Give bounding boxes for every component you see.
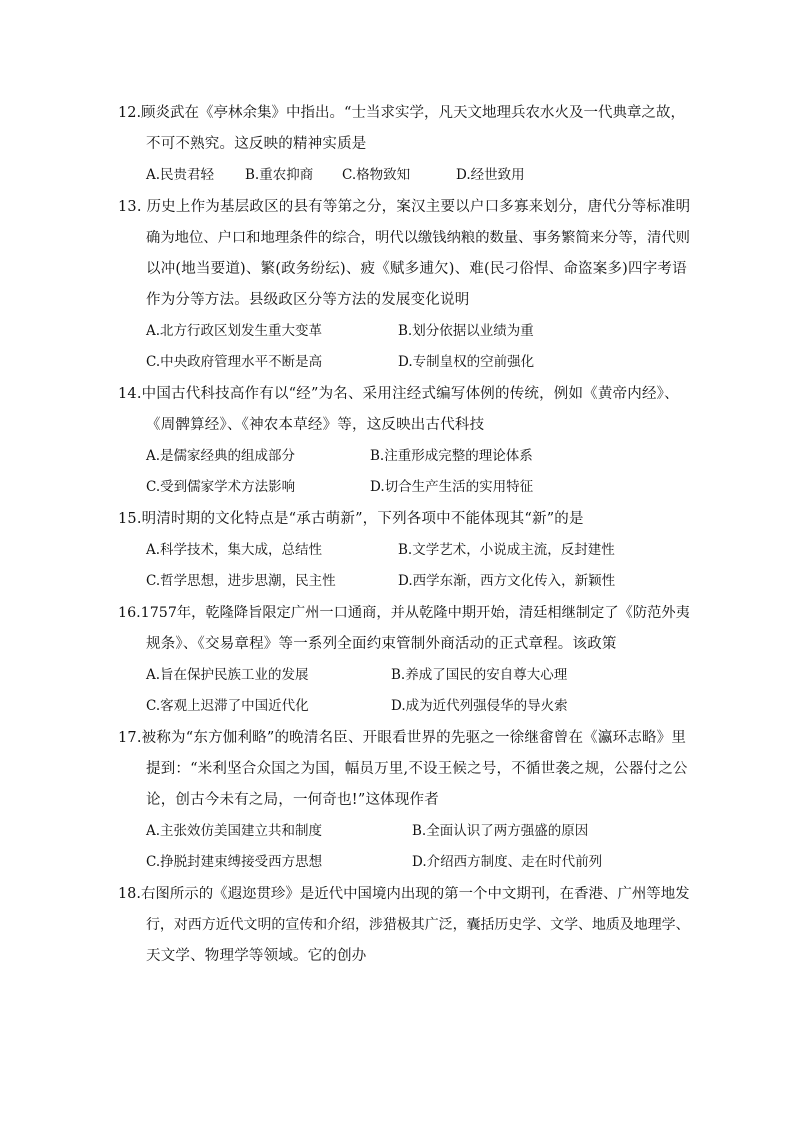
question-15-option-d: D.西学东渐，西方文化传入，新颖性: [398, 573, 616, 589]
question-12-option-a: A.民贵君轻: [146, 167, 215, 183]
question-16-option-a: A.旨在保护民族工业的发展: [146, 667, 309, 683]
question-16-line-2: 规条》、《交易章程》等一系列全面约束管制外商活动的正式章程。该政策: [146, 636, 617, 652]
question-17-option-b: B.全面认识了两方强盛的原因: [412, 823, 589, 839]
question-16-option-d: D.成为近代列强侵华的导火索: [391, 698, 568, 714]
question-15-option-b: B.文学艺术，小说成主流，反封建性: [398, 542, 615, 558]
question-13-option-b: B.划分依据以业绩为重: [398, 323, 534, 339]
question-12-option-b: B.重农抑商: [245, 167, 314, 183]
question-14-line-1: 14.中国古代科技高作有以“经”为名、采用注经式编写体例的传统，例如《黄帝内经》、: [118, 386, 679, 402]
question-14-option-a: A.是儒家经典的组成部分: [146, 448, 296, 464]
question-16-line-1: 16.1757年，乾隆降旨限定广州一口通商，并从乾隆中期开始，清廷相继制定了《防范外夷: [118, 605, 690, 621]
question-12-option-c: C.格物致知: [342, 167, 411, 183]
question-17-line-1: 17.被称为“东方伽利略”的晚清名臣、开眼看世界的先驱之一徐继畲曾在《瀛环志略》里: [118, 730, 687, 746]
question-16-option-c: C.客观上迟滞了中国近代化: [146, 698, 309, 714]
question-18-line-2: 行，对西方近代文明的宣传和介绍，涉猎极其广泛，囊括历史学、文学、地质及地理学、: [146, 917, 690, 933]
question-13-line-3: 以冲(地当要道)、繁(政务纷纭)、疲《赋多逋欠)、难(民刁俗悍、命盗案多)四字考语: [146, 261, 687, 277]
question-14-option-c: C.受到儒家学术方法影响: [146, 479, 296, 495]
question-15-line-1: 15.明清时期的文化特点是“承古萌新”，下列各项中不能体现其“新”的是: [118, 511, 584, 527]
question-18-line-1: 18.右图所示的《遐迩贯珍》是近代中国境内出现的第一个中文期刊，在香港、广州等地发: [118, 886, 690, 902]
question-12-line-1: 12.顾炎武在《亭林余集》中指出。“士当求实学，凡天文地理兵农水火及一代典章之故，: [118, 105, 685, 121]
question-12-line-2: 不可不熟究。这反映的精神实质是: [146, 136, 367, 152]
question-15-option-c: C.哲学思想，进步思潮，民主性: [146, 573, 336, 589]
question-17-line-3: 论，创古今未有之局，一何奇也!”这体现作者: [146, 792, 439, 808]
question-15-option-a: A.科学技术，集大成，总结性: [146, 542, 323, 558]
question-17-option-a: A.主张效仿美国建立共和制度: [146, 823, 323, 839]
question-13-line-4: 作为分等方法。县级政区分等方法的发展变化说明: [146, 292, 470, 308]
question-17-option-d: D.介绍西方制度、走在时代前列: [412, 854, 603, 870]
question-17-line-2: 提到：“米利坚合众国之为国，幅员万里,不设王候之号，不循世袭之规，公器付之公: [146, 761, 688, 777]
question-14-option-d: D.切合生产生活的实用特征: [370, 479, 534, 495]
question-14-option-b: B.注重形成完整的理论体系: [370, 448, 533, 464]
question-18-line-3: 天文学、物理学等领域。它的创办: [146, 948, 367, 964]
question-13-line-1: 13. 历史上作为基层政区的县有等第之分，案汉主要以户口多寡来划分，唐代分等标准明: [118, 199, 691, 215]
question-13-option-d: D.专制皇权的空前强化: [398, 354, 535, 370]
question-17-option-c: C.挣脱封建束缚接受西方思想: [146, 854, 323, 870]
question-16-option-b: B.养成了国民的安自尊大心理: [391, 667, 568, 683]
question-14-line-2: 《周髀算经》、《神农本草经》等，这反映出古代科技: [146, 417, 485, 433]
question-12-option-d: D.经世致用: [456, 167, 525, 183]
question-13-option-c: C.中央政府管理水平不断是高: [146, 354, 323, 370]
question-13-option-a: A.北方行政区划发生重大变革: [146, 323, 323, 339]
question-13-line-2: 确为地位、户口和地理条件的综合，明代以缴钱纳粮的数量、事务繁简来分等，清代则: [146, 230, 690, 246]
